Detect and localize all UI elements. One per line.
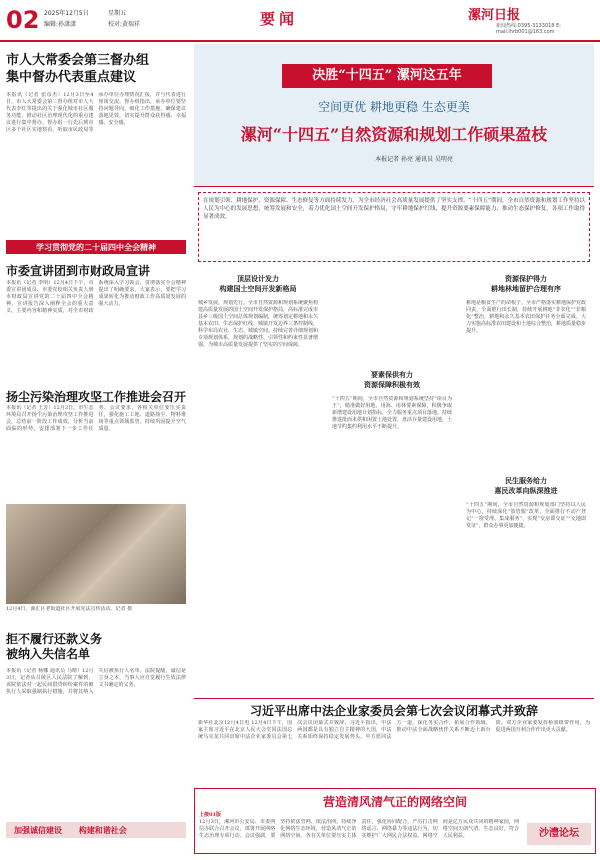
feature-sub-1: 顶层设计发力 构建国土空间开发新格局 <box>219 274 297 293</box>
feature-body-2: “十四五”期间，全市自然资源和规划系统坚持“项目为王”，精准做好用地、用海、用林要素保障，积极争取新增建设用地计划指标，全力服务重点项目落地。持续推进批而未供和闲置土地处置，盘活存量建设用地，土地节约集约利用水平不断提升。 <box>332 396 452 430</box>
news-photo <box>6 504 186 604</box>
feature-sub-2: 要素保供有力 资源保障积极有效 <box>364 370 420 389</box>
header-date: 2025年12月5日 <box>44 10 89 17</box>
ad-strip <box>6 822 186 838</box>
header-proof: 校对:黄瑞祥 <box>108 21 141 28</box>
feature-byline: 本报记者 孙亮 通讯员 吴明亮 <box>375 156 453 163</box>
photo-caption: 12月4日，源汇区老街道社区开展宪法宣传活动。记者 摄 <box>6 606 133 612</box>
xi-headline: 习近平出席中法企业家委员会第七次会议闭幕式并致辞 <box>249 704 538 718</box>
feature-sub-4: 民生服务给力 惠民改革向纵深推进 <box>494 476 558 495</box>
header-weekday: 星期五 <box>108 10 127 17</box>
newspaper-logo: 漯河日报 <box>468 8 521 23</box>
left-low-body: 本报讯（记者 王芳）12月3日，市生态环境局召开扬尘污染治理攻坚工作推进会，总结前一阶段工作成效，分析当前面临的形势，安排部署下一步工作任务。会议要求，各相关单位要压实责任，强化施工工地、道路扬尘、物料堆场等重点领域监管，持续巩固提升空气质量。 <box>6 405 186 432</box>
feature-body <box>198 270 590 690</box>
feature-headline: 漯河“十四五”自然资源和规划工作硕果盈枝 <box>240 125 548 144</box>
header-editor: 编辑:孙潇潇 <box>44 21 77 28</box>
xi-body: 新华社北京12月4日电 12月4日下午，国家主席习近平在北京人民大会堂同法国总统马克龙共同出席中法企业家委员会第七次会议闭幕式并致辞。习近平指出，中法两国都是具有独立自主精神的大国，中法关系始终保持稳定发展势头。中方愿同法方一道，深化务实合作，拓展合作领域，推动中法全面战略伙伴关系不断迈上新台阶。双方企业家要发挥桥梁纽带作用，为促进两国互利合作作出更大贡献。 <box>198 720 590 740</box>
feature-body-1: 城乡发展，规划先行。全市自然资源和规划系统聚焦构建高质量发展的国土空间开发保护格局，高标准完成市县乡三级国土空间总体规划编制，统筹划定耕地和永久基本农田、生态保护红线、城镇开发边界三条控制线，科学布局农业、生态、城镇空间。持续完善详细规划和专项规划体系，规划的战略性、引领性和约束性显著增强，为城市高质量发展提供了坚实的空间保障。 <box>198 300 318 348</box>
network-box <box>194 788 596 854</box>
left-bottom-title-1: 拒不履行还款义务 <box>6 632 103 646</box>
left-bottom-body: 本报讯（记者 杨娜 通讯员 马晴）12月3日，记者从召陵区人民法院了解到，该院依法对一起民间借贷纠纷案件的被执行人采取强制执行措施，并将其纳入失信被执行人名单。法院提醒，诚信是立身之本，当事人应自觉履行生效法律文书确定的义务。 <box>6 668 186 695</box>
left-top-headline <box>6 52 186 86</box>
divider-top <box>194 698 594 699</box>
forum-logo: 沙澧论坛 <box>527 823 591 845</box>
left-low-title: 扬尘污染治理攻坚工作推进会召开 <box>6 390 187 404</box>
feature-slogan: 决胜“十四五” 漯河这五年 <box>282 64 492 88</box>
feature-body-4: “十四五”期间，全市自然资源和规划部门坚持以人民为中心，持续深化“放管服”改革，全面推行不动产登记“一窗受理、集成服务”，实现“交房即交证”“交地即发证”，群众办事更加便捷。 <box>466 502 586 529</box>
left-bottom-headline <box>6 632 186 662</box>
ad-strip-right: 构建和谐社会 <box>78 825 127 835</box>
left-bottom-title-2: 被纳入失信名单 <box>6 647 91 661</box>
page-number: 02 <box>6 6 40 34</box>
section-title: 要闻 <box>260 10 299 28</box>
left-mid-body: 本报讯（记者 李明）12月4日下午，市委宣讲团成员、市委党校相关负责人到市财政局宣讲党的二十届四中全会精神。宣讲报告深入阐释全会的重大意义、主要内容和精神实质，对全市财政系统深入学习领会、贯彻落实全会精神提出了明确要求。大家表示，要把学习成果转化为推动财政工作高质量发展的强大动力。 <box>6 280 186 314</box>
network-title: 营造清风清气正的网络空间 <box>322 795 467 809</box>
ad-strip-left: 加强诚信建设 <box>14 825 62 835</box>
left-mid-title: 市委宣讲团到市财政局宣讲 <box>6 264 151 278</box>
left-top-title-1: 市人大常委会第三督办组 <box>6 53 150 68</box>
feature-tagline: 空间更优 耕地更稳 生态更美 <box>318 100 470 114</box>
page-header <box>0 0 600 42</box>
feature-sub-3: 资源保护得力 耕地林地留护合理有序 <box>491 274 561 293</box>
network-tag: 上接01版 <box>199 812 221 818</box>
left-top-title-2: 集中督办代表重点建议 <box>6 70 137 85</box>
network-body: 12月3日，漯河市公安局、市委网信办联合召开会议，部署开展网络生态治理专项行动。会议强调，要坚持依法管网、依法治网，持续净化网络生态环境，营造风清气正的网络空间。各有关单位要压实主体责任，强化协同配合，严厉打击网络谣言、网络暴力等违法行为，切实维护广大网民合法权益。网络空间是亿万民众共同的精神家园，网络空间天朗气清、生态良好，符合人民利益。 <box>199 819 519 839</box>
newspaper-contact: 新闻热线:0395-3133018 E-mail:lhrb001@163.com <box>496 23 562 35</box>
learn-banner: 学习贯彻党的二十届四中全会精神 <box>6 240 186 254</box>
feature-banner <box>194 44 594 187</box>
feature-lead: 在规划引领、耕地保护、资源保障、生态修复等方面持续发力，为全市经济社会高质量发展提供了坚实支撑。“十四五”期间，全市自然资源和规划工作坚持以人民为中心的发展思想，统筹发展和安全，着力优化国土空间开发保护格局，守牢耕地保护红线，提升资源要素保障能力，推动生态保护修复，各项工作取得显著成效。 <box>198 192 590 262</box>
feature-body-3: 耕地是粮食生产的命根子。全市严格落实耕地保护党政同责，全面推行田长制，持续开展耕地“非农化”“非粮化”整治，耕地和永久基本农田保护任务全面完成。大力实施高标准农田建设和土地综合整治，耕地质量稳步提升。 <box>466 300 586 334</box>
left-top-body: 本报讯（记者 张彦杰）12月3日至4日，市人大常委会第三督办组对市人大代表李红等提出的关于强化城市社区服务功能、推动社区治理现代化的重点建议进行集中督办。督办组一行先后到市区多个社区实地察看，听取市民政局等承办单位办理情况汇报，并与代表进行座谈交流。督办组指出，承办单位要坚持问题导向，细化工作措施，确保建议落地见效，切实提升群众获得感、幸福感、安全感。 <box>6 92 186 133</box>
